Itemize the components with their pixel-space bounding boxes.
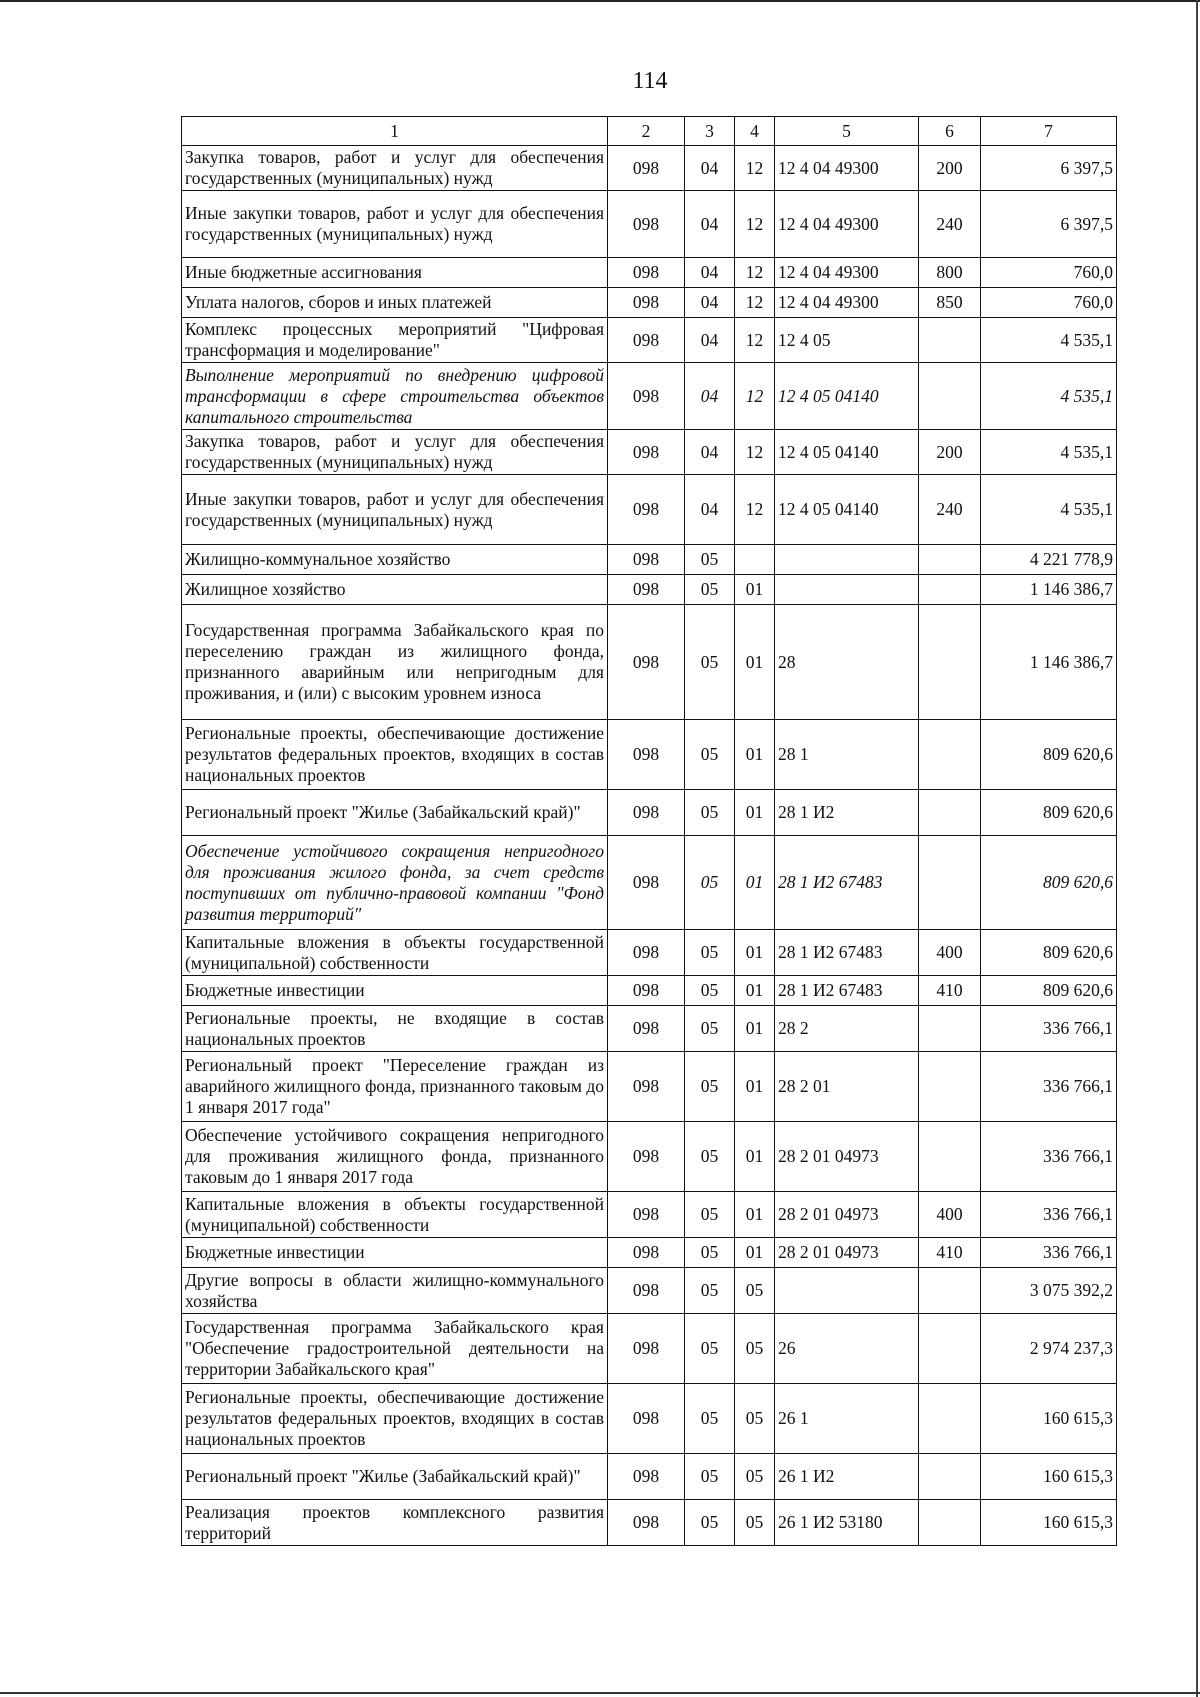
table-row bbox=[182, 318, 1117, 363]
row-section-code: 05 bbox=[685, 1122, 735, 1192]
row-section-code: 04 bbox=[685, 475, 735, 545]
row-amount: 4 221 778,9 bbox=[981, 545, 1117, 575]
header-cell-5: 5 bbox=[775, 117, 919, 146]
row-ministry-code: 098 bbox=[608, 1192, 685, 1238]
row-ministry-code: 098 bbox=[608, 605, 685, 720]
page-number: 114 bbox=[632, 68, 668, 94]
row-subsection-code: 01 bbox=[735, 575, 775, 605]
table-row bbox=[182, 1268, 1117, 1314]
row-amount: 4 535,1 bbox=[981, 430, 1117, 475]
row-section-code: 05 bbox=[685, 1384, 735, 1454]
row-target-article: 28 2 bbox=[775, 1006, 919, 1052]
row-ministry-code: 098 bbox=[608, 318, 685, 363]
row-ministry-code: 098 bbox=[608, 1122, 685, 1192]
row-subsection-code: 05 bbox=[735, 1500, 775, 1546]
row-amount: 809 620,6 bbox=[981, 836, 1117, 930]
row-amount: 336 766,1 bbox=[981, 1052, 1117, 1122]
table-row bbox=[182, 930, 1117, 976]
table-row bbox=[182, 288, 1117, 318]
row-expense-type: 240 bbox=[919, 475, 981, 545]
row-section-code: 04 bbox=[685, 258, 735, 288]
row-name: Региональный проект "Переселение граждан из аварийного жилищного фонда, признанного таковым до 1 января 2017 года" bbox=[182, 1052, 608, 1122]
row-section-code: 04 bbox=[685, 430, 735, 475]
row-subsection-code: 01 bbox=[735, 1052, 775, 1122]
row-target-article: 26 1 И2 53180 bbox=[775, 1500, 919, 1546]
row-section-code: 04 bbox=[685, 288, 735, 318]
table-row bbox=[182, 545, 1117, 575]
row-subsection-code: 05 bbox=[735, 1454, 775, 1500]
row-subsection-code: 12 bbox=[735, 318, 775, 363]
row-amount: 6 397,5 bbox=[981, 191, 1117, 258]
row-amount: 4 535,1 bbox=[981, 363, 1117, 430]
row-target-article: 12 4 05 04140 bbox=[775, 363, 919, 430]
header-cell-4: 4 bbox=[735, 117, 775, 146]
row-amount: 3 075 392,2 bbox=[981, 1268, 1117, 1314]
row-target-article bbox=[775, 545, 919, 575]
row-target-article: 12 4 05 bbox=[775, 318, 919, 363]
row-subsection-code: 01 bbox=[735, 1238, 775, 1268]
row-subsection-code: 01 bbox=[735, 836, 775, 930]
row-amount: 4 535,1 bbox=[981, 475, 1117, 545]
budget-table bbox=[181, 116, 1117, 1546]
row-target-article: 28 2 01 04973 bbox=[775, 1192, 919, 1238]
row-name: Иные бюджетные ассигнования bbox=[182, 258, 608, 288]
row-expense-type: 400 bbox=[919, 1192, 981, 1238]
row-subsection-code: 01 bbox=[735, 930, 775, 976]
row-subsection-code: 12 bbox=[735, 191, 775, 258]
row-amount: 336 766,1 bbox=[981, 1006, 1117, 1052]
row-ministry-code: 098 bbox=[608, 1454, 685, 1500]
row-section-code: 05 bbox=[685, 1192, 735, 1238]
row-name: Выполнение мероприятий по внедрению цифровой трансформации в сфере строительства объектов капитального строительства bbox=[182, 363, 608, 430]
header-cell-3: 3 bbox=[685, 117, 735, 146]
row-amount: 336 766,1 bbox=[981, 1238, 1117, 1268]
table-row bbox=[182, 1454, 1117, 1500]
row-name: Региональные проекты, не входящие в состав национальных проектов bbox=[182, 1006, 608, 1052]
header-cell-1: 1 bbox=[182, 117, 608, 146]
row-name: Бюджетные инвестиции bbox=[182, 1238, 608, 1268]
row-target-article: 28 1 И2 67483 bbox=[775, 976, 919, 1006]
row-name: Капитальные вложения в объекты государственной (муниципальной) собственности bbox=[182, 930, 608, 976]
row-expense-type: 200 bbox=[919, 430, 981, 475]
row-name: Закупка товаров, работ и услуг для обеспечения государственных (муниципальных) нужд bbox=[182, 146, 608, 191]
row-section-code: 05 bbox=[685, 1238, 735, 1268]
row-expense-type bbox=[919, 1454, 981, 1500]
scan-edge-bottom bbox=[0, 1692, 1200, 1694]
row-subsection-code: 12 bbox=[735, 258, 775, 288]
table-row bbox=[182, 976, 1117, 1006]
row-ministry-code: 098 bbox=[608, 836, 685, 930]
row-name: Закупка товаров, работ и услуг для обеспечения государственных (муниципальных) нужд bbox=[182, 430, 608, 475]
row-section-code: 05 bbox=[685, 720, 735, 790]
row-name: Комплекс процессных мероприятий "Цифровая трансформация и моделирование" bbox=[182, 318, 608, 363]
row-target-article: 26 1 И2 bbox=[775, 1454, 919, 1500]
row-ministry-code: 098 bbox=[608, 363, 685, 430]
row-expense-type bbox=[919, 575, 981, 605]
row-expense-type bbox=[919, 1500, 981, 1546]
row-expense-type: 400 bbox=[919, 930, 981, 976]
row-amount: 336 766,1 bbox=[981, 1122, 1117, 1192]
row-ministry-code: 098 bbox=[608, 1052, 685, 1122]
row-ministry-code: 098 bbox=[608, 1238, 685, 1268]
row-amount: 160 615,3 bbox=[981, 1500, 1117, 1546]
row-ministry-code: 098 bbox=[608, 1384, 685, 1454]
row-ministry-code: 098 bbox=[608, 545, 685, 575]
row-ministry-code: 098 bbox=[608, 288, 685, 318]
table-row bbox=[182, 1500, 1117, 1546]
row-name: Реализация проектов комплексного развития территорий bbox=[182, 1500, 608, 1546]
row-expense-type bbox=[919, 1052, 981, 1122]
row-amount: 160 615,3 bbox=[981, 1384, 1117, 1454]
row-amount: 6 397,5 bbox=[981, 146, 1117, 191]
row-subsection-code: 01 bbox=[735, 605, 775, 720]
row-ministry-code: 098 bbox=[608, 258, 685, 288]
row-name: Обеспечение устойчивого сокращения непригодного для проживания жилищного фонда, признанного таковым до 1 января 2017 года bbox=[182, 1122, 608, 1192]
row-amount: 809 620,6 bbox=[981, 930, 1117, 976]
row-section-code: 04 bbox=[685, 146, 735, 191]
row-expense-type: 850 bbox=[919, 288, 981, 318]
row-expense-type bbox=[919, 720, 981, 790]
row-expense-type bbox=[919, 605, 981, 720]
table-row bbox=[182, 790, 1117, 836]
table-row bbox=[182, 605, 1117, 720]
table-row bbox=[182, 258, 1117, 288]
row-ministry-code: 098 bbox=[608, 191, 685, 258]
row-subsection-code: 12 bbox=[735, 430, 775, 475]
row-name: Иные закупки товаров, работ и услуг для обеспечения государственных (муниципальных) нужд bbox=[182, 475, 608, 545]
row-target-article: 28 2 01 bbox=[775, 1052, 919, 1122]
table-row bbox=[182, 836, 1117, 930]
table-row bbox=[182, 1006, 1117, 1052]
row-subsection-code: 01 bbox=[735, 720, 775, 790]
row-amount: 160 615,3 bbox=[981, 1454, 1117, 1500]
row-ministry-code: 098 bbox=[608, 790, 685, 836]
row-ministry-code: 098 bbox=[608, 430, 685, 475]
row-name: Жилищное хозяйство bbox=[182, 575, 608, 605]
row-expense-type bbox=[919, 1268, 981, 1314]
row-subsection-code: 01 bbox=[735, 1122, 775, 1192]
row-ministry-code: 098 bbox=[608, 146, 685, 191]
row-target-article bbox=[775, 575, 919, 605]
table-row bbox=[182, 1384, 1117, 1454]
row-name: Государственная программа Забайкальского края по переселению граждан из жилищного фонда, признанного аварийным или непригодным для проживания, и (или) с высоким уровнем износа bbox=[182, 605, 608, 720]
scan-edge-top bbox=[0, 0, 1200, 2]
row-section-code: 05 bbox=[685, 605, 735, 720]
row-name: Региональный проект "Жилье (Забайкальский край)" bbox=[182, 1454, 608, 1500]
row-section-code: 04 bbox=[685, 363, 735, 430]
row-subsection-code bbox=[735, 545, 775, 575]
row-target-article: 12 4 05 04140 bbox=[775, 475, 919, 545]
table-row bbox=[182, 1314, 1117, 1384]
row-expense-type: 200 bbox=[919, 146, 981, 191]
row-section-code: 05 bbox=[685, 545, 735, 575]
row-subsection-code: 12 bbox=[735, 475, 775, 545]
row-ministry-code: 098 bbox=[608, 1500, 685, 1546]
row-expense-type bbox=[919, 836, 981, 930]
header-cell-2: 2 bbox=[608, 117, 685, 146]
row-section-code: 05 bbox=[685, 836, 735, 930]
row-target-article: 28 1 И2 67483 bbox=[775, 836, 919, 930]
row-amount: 760,0 bbox=[981, 288, 1117, 318]
row-target-article: 28 2 01 04973 bbox=[775, 1122, 919, 1192]
row-name: Жилищно-коммунальное хозяйство bbox=[182, 545, 608, 575]
table-row bbox=[182, 1192, 1117, 1238]
row-name: Уплата налогов, сборов и иных платежей bbox=[182, 288, 608, 318]
row-subsection-code: 05 bbox=[735, 1384, 775, 1454]
table-row bbox=[182, 1122, 1117, 1192]
row-ministry-code: 098 bbox=[608, 720, 685, 790]
row-target-article: 12 4 04 49300 bbox=[775, 258, 919, 288]
header-cell-6: 6 bbox=[919, 117, 981, 146]
row-section-code: 04 bbox=[685, 318, 735, 363]
row-ministry-code: 098 bbox=[608, 475, 685, 545]
row-name: Региональный проект "Жилье (Забайкальский край)" bbox=[182, 790, 608, 836]
row-section-code: 05 bbox=[685, 790, 735, 836]
scan-edge-right bbox=[1196, 0, 1198, 1697]
table-row bbox=[182, 1052, 1117, 1122]
row-amount: 760,0 bbox=[981, 258, 1117, 288]
row-amount: 4 535,1 bbox=[981, 318, 1117, 363]
table-row bbox=[182, 575, 1117, 605]
row-target-article: 28 1 bbox=[775, 720, 919, 790]
row-name: Иные закупки товаров, работ и услуг для обеспечения государственных (муниципальных) нужд bbox=[182, 191, 608, 258]
row-target-article: 26 bbox=[775, 1314, 919, 1384]
row-amount: 2 974 237,3 bbox=[981, 1314, 1117, 1384]
row-subsection-code: 01 bbox=[735, 1192, 775, 1238]
row-section-code: 05 bbox=[685, 1052, 735, 1122]
row-section-code: 05 bbox=[685, 1500, 735, 1546]
row-target-article: 28 1 И2 67483 bbox=[775, 930, 919, 976]
row-expense-type bbox=[919, 790, 981, 836]
row-ministry-code: 098 bbox=[608, 1268, 685, 1314]
table-row bbox=[182, 720, 1117, 790]
table-row bbox=[182, 1238, 1117, 1268]
row-amount: 809 620,6 bbox=[981, 976, 1117, 1006]
row-section-code: 05 bbox=[685, 930, 735, 976]
row-name: Бюджетные инвестиции bbox=[182, 976, 608, 1006]
row-section-code: 05 bbox=[685, 575, 735, 605]
row-ministry-code: 098 bbox=[608, 575, 685, 605]
row-section-code: 05 bbox=[685, 1268, 735, 1314]
table-row bbox=[182, 430, 1117, 475]
row-amount: 809 620,6 bbox=[981, 720, 1117, 790]
row-target-article: 28 bbox=[775, 605, 919, 720]
row-name: Обеспечение устойчивого сокращения непригодного для проживания жилого фонда, за счет средств поступивших от публично-правовой компании "Фонд развития территорий" bbox=[182, 836, 608, 930]
table-row bbox=[182, 146, 1117, 191]
row-section-code: 05 bbox=[685, 1314, 735, 1384]
row-expense-type bbox=[919, 545, 981, 575]
row-amount: 336 766,1 bbox=[981, 1192, 1117, 1238]
row-amount: 1 146 386,7 bbox=[981, 605, 1117, 720]
row-subsection-code: 01 bbox=[735, 976, 775, 1006]
row-amount: 809 620,6 bbox=[981, 790, 1117, 836]
row-name: Другие вопросы в области жилищно-коммунального хозяйства bbox=[182, 1268, 608, 1314]
row-section-code: 05 bbox=[685, 1454, 735, 1500]
row-subsection-code: 05 bbox=[735, 1314, 775, 1384]
row-expense-type: 410 bbox=[919, 976, 981, 1006]
row-target-article: 12 4 04 49300 bbox=[775, 146, 919, 191]
row-subsection-code: 12 bbox=[735, 146, 775, 191]
header-cell-7: 7 bbox=[981, 117, 1117, 146]
row-expense-type: 800 bbox=[919, 258, 981, 288]
row-expense-type bbox=[919, 1384, 981, 1454]
row-subsection-code: 05 bbox=[735, 1268, 775, 1314]
row-target-article: 12 4 04 49300 bbox=[775, 191, 919, 258]
row-ministry-code: 098 bbox=[608, 976, 685, 1006]
row-name: Региональные проекты, обеспечивающие достижение результатов федеральных проектов, входящих в состав национальных проектов bbox=[182, 1384, 608, 1454]
row-subsection-code: 01 bbox=[735, 790, 775, 836]
row-target-article: 12 4 04 49300 bbox=[775, 288, 919, 318]
row-expense-type bbox=[919, 318, 981, 363]
row-target-article bbox=[775, 1268, 919, 1314]
row-subsection-code: 12 bbox=[735, 288, 775, 318]
row-ministry-code: 098 bbox=[608, 1006, 685, 1052]
table-row bbox=[182, 191, 1117, 258]
table-header-row bbox=[182, 117, 1117, 146]
row-section-code: 05 bbox=[685, 976, 735, 1006]
row-amount: 1 146 386,7 bbox=[981, 575, 1117, 605]
table-row bbox=[182, 363, 1117, 430]
row-subsection-code: 12 bbox=[735, 363, 775, 430]
row-target-article: 12 4 05 04140 bbox=[775, 430, 919, 475]
row-expense-type bbox=[919, 363, 981, 430]
row-expense-type: 240 bbox=[919, 191, 981, 258]
row-target-article: 26 1 bbox=[775, 1384, 919, 1454]
row-target-article: 28 1 И2 bbox=[775, 790, 919, 836]
row-name: Государственная программа Забайкальского края "Обеспечение градостроительной деятельности на территории Забайкальского края" bbox=[182, 1314, 608, 1384]
row-subsection-code: 01 bbox=[735, 1006, 775, 1052]
row-name: Капитальные вложения в объекты государственной (муниципальной) собственности bbox=[182, 1192, 608, 1238]
row-section-code: 05 bbox=[685, 1006, 735, 1052]
row-expense-type bbox=[919, 1314, 981, 1384]
table-row bbox=[182, 475, 1117, 545]
row-name: Региональные проекты, обеспечивающие достижение результатов федеральных проектов, входящих в состав национальных проектов bbox=[182, 720, 608, 790]
table-body bbox=[182, 117, 1117, 1546]
row-expense-type bbox=[919, 1122, 981, 1192]
row-target-article: 28 2 01 04973 bbox=[775, 1238, 919, 1268]
row-expense-type bbox=[919, 1006, 981, 1052]
row-section-code: 04 bbox=[685, 191, 735, 258]
row-ministry-code: 098 bbox=[608, 1314, 685, 1384]
row-expense-type: 410 bbox=[919, 1238, 981, 1268]
row-ministry-code: 098 bbox=[608, 930, 685, 976]
